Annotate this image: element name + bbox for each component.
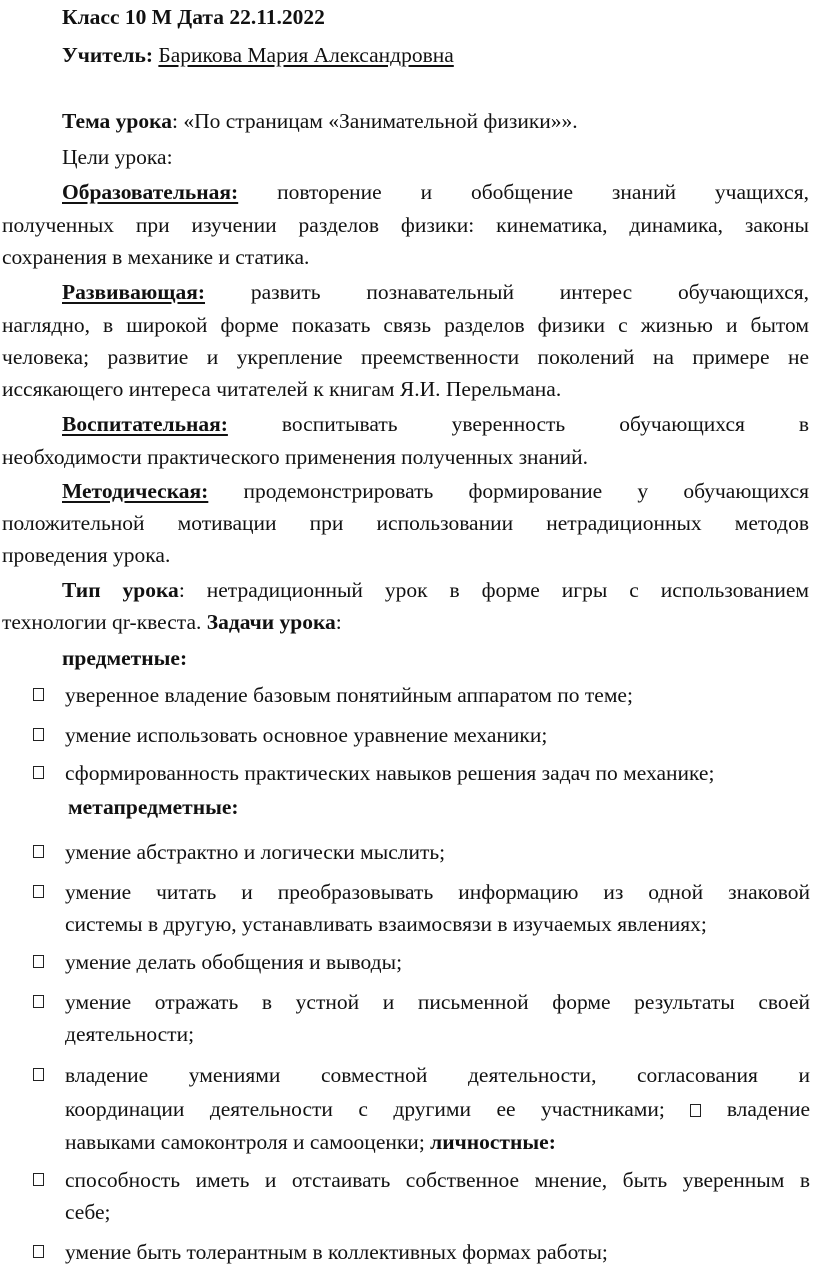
subject-heading: предметные: [62, 646, 188, 670]
developing-line-2: наглядно, в широкой форме показать связь разделов физики с жизнью и бытом [2, 313, 809, 337]
topic-label: Тема урока [62, 109, 172, 133]
document-page: Класс 10 М Дата 22.11.2022 Учитель: Барикова Мария Александровна Тема урока: «По страницам «Занимательной физики»». Цели урока: Образовательная: повторение и обобщение знаний учащихся, полученных при изучении разделов физики: кинематика, динамика, законы сохранения в механике и статика. Развивающая: развить познавательный интерес обучающихся, наглядно, в широкой форме показать связь разделов физики с жизнью и бытом человека; развитие и укрепление преемственности поколений на примере не иссякающего интереса читателей к книгам Я.И. Перельмана. Воспитательная: воспитывать уверенность обучающихся в необходимости практического применения полученных знаний. Методическая: продемонстрировать формирование у обучающихся положительной мотивации при использовании нетрадиционных методов проведения урока. Тип урока: нетрадиционный урок в форме игры с использованием технологии qr-квеста. Задачи урока: предметные: уверенное владение базовым понятийным аппаратом по теме; умение использовать основное уравнение механики; сформированность практических навыков решения задач по механике; метапредметные: умение абстрактно и логически мыслить; умение читать и преобразовывать информацию из одной знаковой системы в другую, устанавливать взаимосвязи в изучаемых явлениях; умение делать обобщения и выводы; умение отражать в устной и письменной форме результаты своей деятельности; владение умениями совместной деятельности, согласования и координации деятельности с другими ее участниками; владение навыками самоконтроля и самооценки; личностные: способность иметь и отстаивать собственное мнение, быть уверенным в себе; умение быть толерантным в коллективных формах работы; [0, 0, 816, 1273]
educational-label: Образовательная: [62, 180, 239, 204]
checkbox-bullet-icon [33, 955, 44, 968]
goals-heading: Цели урока: [62, 145, 173, 169]
teacher-line [62, 38, 816, 72]
checkbox-bullet-icon [33, 885, 44, 898]
checkbox-bullet-icon [33, 766, 44, 779]
developing-line-4: иссякающего интереса читателей к книгам Я.И. Перельмана. [2, 377, 562, 401]
personal-heading: личностные: [430, 1130, 556, 1154]
checkbox-bullet-icon [33, 1173, 44, 1186]
educational-line-2: полученных при изучении разделов физики: кинематика, динамика, законы [2, 213, 809, 237]
educational-line-3: сохранения в механике и статика. [2, 245, 310, 269]
checkbox-bullet-icon [690, 1104, 701, 1117]
lesson-type-line-2: технологии qr-квеста. Задачи урока: [2, 610, 342, 634]
checkbox-bullet-icon [33, 1245, 44, 1258]
developing-line-1: Развивающая: развить познавательный интерес обучающихся, [62, 280, 810, 304]
topic-text: : «По страницам «Занимательной физики»». [171, 109, 578, 133]
developing-line-3: человека; развитие и укрепление преемственности поколений на примере не [2, 345, 809, 369]
topic-line [62, 104, 816, 138]
upbringing-line-2: необходимости практического применения полученных знаний. [2, 445, 589, 469]
checkbox-bullet-icon [33, 845, 44, 858]
lesson-type-line-1: Тип урока: нетрадиционный урок в форме игры с использованием [62, 578, 809, 602]
upbringing-label: Воспитательная: [62, 412, 228, 436]
metasubject-heading: метапредметные: [68, 795, 239, 819]
methodical-label: Методическая: [62, 479, 209, 503]
checkbox-bullet-icon [33, 995, 44, 1008]
developing-label: Развивающая: [62, 280, 206, 304]
checkbox-bullet-icon [33, 688, 44, 701]
checkbox-bullet-icon [33, 1068, 44, 1081]
checkbox-bullet-icon [33, 728, 44, 741]
lesson-type-label: Тип урока [62, 578, 179, 602]
tasks-label: Задачи урока [206, 610, 336, 634]
teacher-name: Барикова Мария Александровна [158, 43, 454, 67]
upbringing-line-1: Воспитательная: воспитывать уверенность обучающихся в [62, 412, 809, 436]
methodical-line-1: Методическая: продемонстрировать формирование у обучающихся [62, 479, 809, 503]
methodical-line-2: положительной мотивации при использовании нетрадиционных методов [2, 511, 809, 535]
educational-line-1: Образовательная: повторение и обобщение знаний учащихся, [62, 180, 809, 204]
methodical-line-3: проведения урока. [2, 543, 171, 567]
class-date-line: Класс 10 М Дата 22.11.2022 [62, 5, 325, 29]
teacher-label: Учитель: [62, 43, 153, 67]
